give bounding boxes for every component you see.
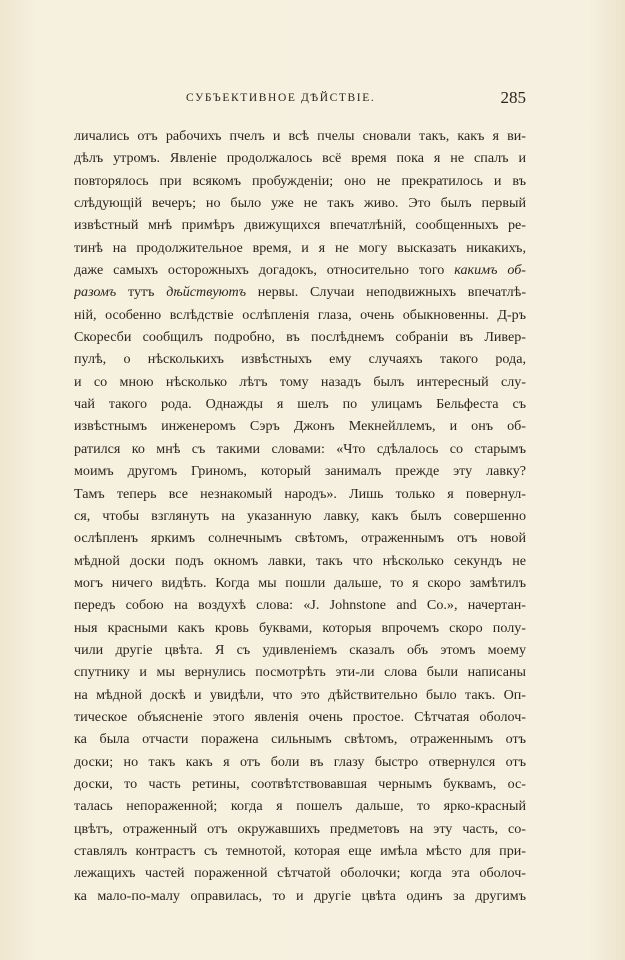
page-number: 285 [500,88,526,107]
italic-phrase: какимъ об- [454,262,526,279]
text-line-35: ка мало-по-малу оправилась, то и другіе цвѣта одинъ за другимъ [74,887,526,904]
text-line-4: слѣдующій вечеръ; но было уже не такъ живо. Это былъ первый [74,195,526,212]
text-line-8-roman: тутъ [127,284,155,301]
text-line-18: ся, чтобы взглянуть на указанную лавку, какъ былъ совершенно [74,507,526,524]
running-head [74,88,526,110]
text-line-25: спутнику и мы вернулись посмотрѣть эти-ли слова были написаны [74,664,526,681]
text-line-11: пулѣ, о нѣсколькихъ извѣстныхъ ему случаяхъ такого рода, [74,351,526,368]
text-line-7 [74,259,526,281]
text-line-32: цвѣтъ, отраженный отъ окружавшихъ предметовъ на эту часть, со- [74,820,526,837]
text-line-30: доски, то часть ретины, соотвѣтствовавшая чернымъ буквамъ, ос- [74,775,526,792]
text-line-12: и со мною нѣсколько лѣтъ тому назадъ былъ интересный слу- [74,373,526,390]
text-line-15: ратился ко мнѣ съ такими словами: «Что сдѣлалось со старымъ [74,440,526,457]
text-line-8-tail: нервы. Случаи неподвижныхъ впечатлѣ- [257,284,526,301]
italic-phrase: дѣйствуютъ [166,284,247,301]
text-line-20: мѣдной доски подъ окномъ лавки, такъ что нѣсколько секундъ не [74,552,526,569]
body-text [74,125,526,907]
text-line-3: повторялось при всякомъ пробужденіи; оно не прекратилось и въ [74,172,526,189]
text-line-9: ній, особенно вслѣдствіе ослѣпленія глаза, очень обыкновенны. Д-ръ [74,306,526,323]
text-line-13: чай такого рода. Однажды я шелъ по улицамъ Бельфеста съ [74,396,526,413]
italic-phrase: разомъ [74,284,117,301]
text-line-7-roman: даже самыхъ осторожныхъ догадокъ, относительно того [74,262,445,279]
text-line-23: ныя красными какъ кровь буквами, которыя впрочемъ скоро полу- [74,619,526,636]
text-line-17: Тамъ теперь все незнакомый народъ». Лишь только я повернул- [74,485,526,502]
text-line-27: тическое объясненіе этого явленія очень простое. Сѣтчатая оболоч- [74,708,526,725]
text-line-6: тинѣ на продолжительное время, и я не могу высказать никакихъ, [74,239,526,256]
text-line-24: чили другіе цвѣта. Я съ удивленіемъ сказалъ объ этомъ моему [74,641,526,658]
text-line-8 [74,281,526,303]
text-line-16: моимъ другомъ Гриномъ, который занималъ прежде эту лавку? [74,463,526,480]
text-line-21: могъ ничего видѣть. Когда мы пошли дальше, то я скоро замѣтилъ [74,574,526,591]
text-line-22: передъ собою на воздухѣ слова: «J. Johnstone and Co.», начертан- [74,597,526,614]
text-line-26: на мѣдной доскѣ и увидѣли, что это дѣйствительно было такъ. Оп- [74,686,526,703]
text-line-31: талась непораженной; когда я пошелъ дальше, то ярко-красный [74,798,526,815]
text-line-2: дѣлъ утромъ. Явленіе продолжалось всё время пока я не спалъ и [74,150,526,167]
text-line-5: извѣстный мнѣ примѣръ движущихся впечатлѣній, сообщенныхъ ре- [74,217,526,234]
text-line-34: лежащихъ частей пораженной сѣтчатой оболочки; когда эта оболоч- [74,865,526,882]
running-title: СУБЪЕКТИВНОЕ ДѢЙСТВІЕ. [186,92,376,104]
text-line-19: ослѣпленъ яркимъ солнечнымъ свѣтомъ, отраженнымъ отъ новой [74,530,526,547]
text-line-28: ка была отчасти поражена сильнымъ свѣтомъ, отраженнымъ отъ [74,731,526,748]
text-line-33: ставлялъ контрастъ съ темнотой, которая еще имѣла мѣсто для при- [74,843,526,859]
text-line-1: личались отъ рабочихъ пчелъ и всѣ пчелы сновали такъ, какъ я ви- [74,128,526,144]
text-line-29: доски; но такъ какъ я отъ боли въ глазу быстро отвернулся отъ [74,753,526,770]
text-line-14: извѣстнымъ инженеромъ Сэръ Джонъ Мекнейллемъ, и онъ об- [74,418,526,435]
text-line-10: Скоресби сообщилъ подробно, въ послѣднемъ собраніи въ Ливер- [74,329,526,346]
